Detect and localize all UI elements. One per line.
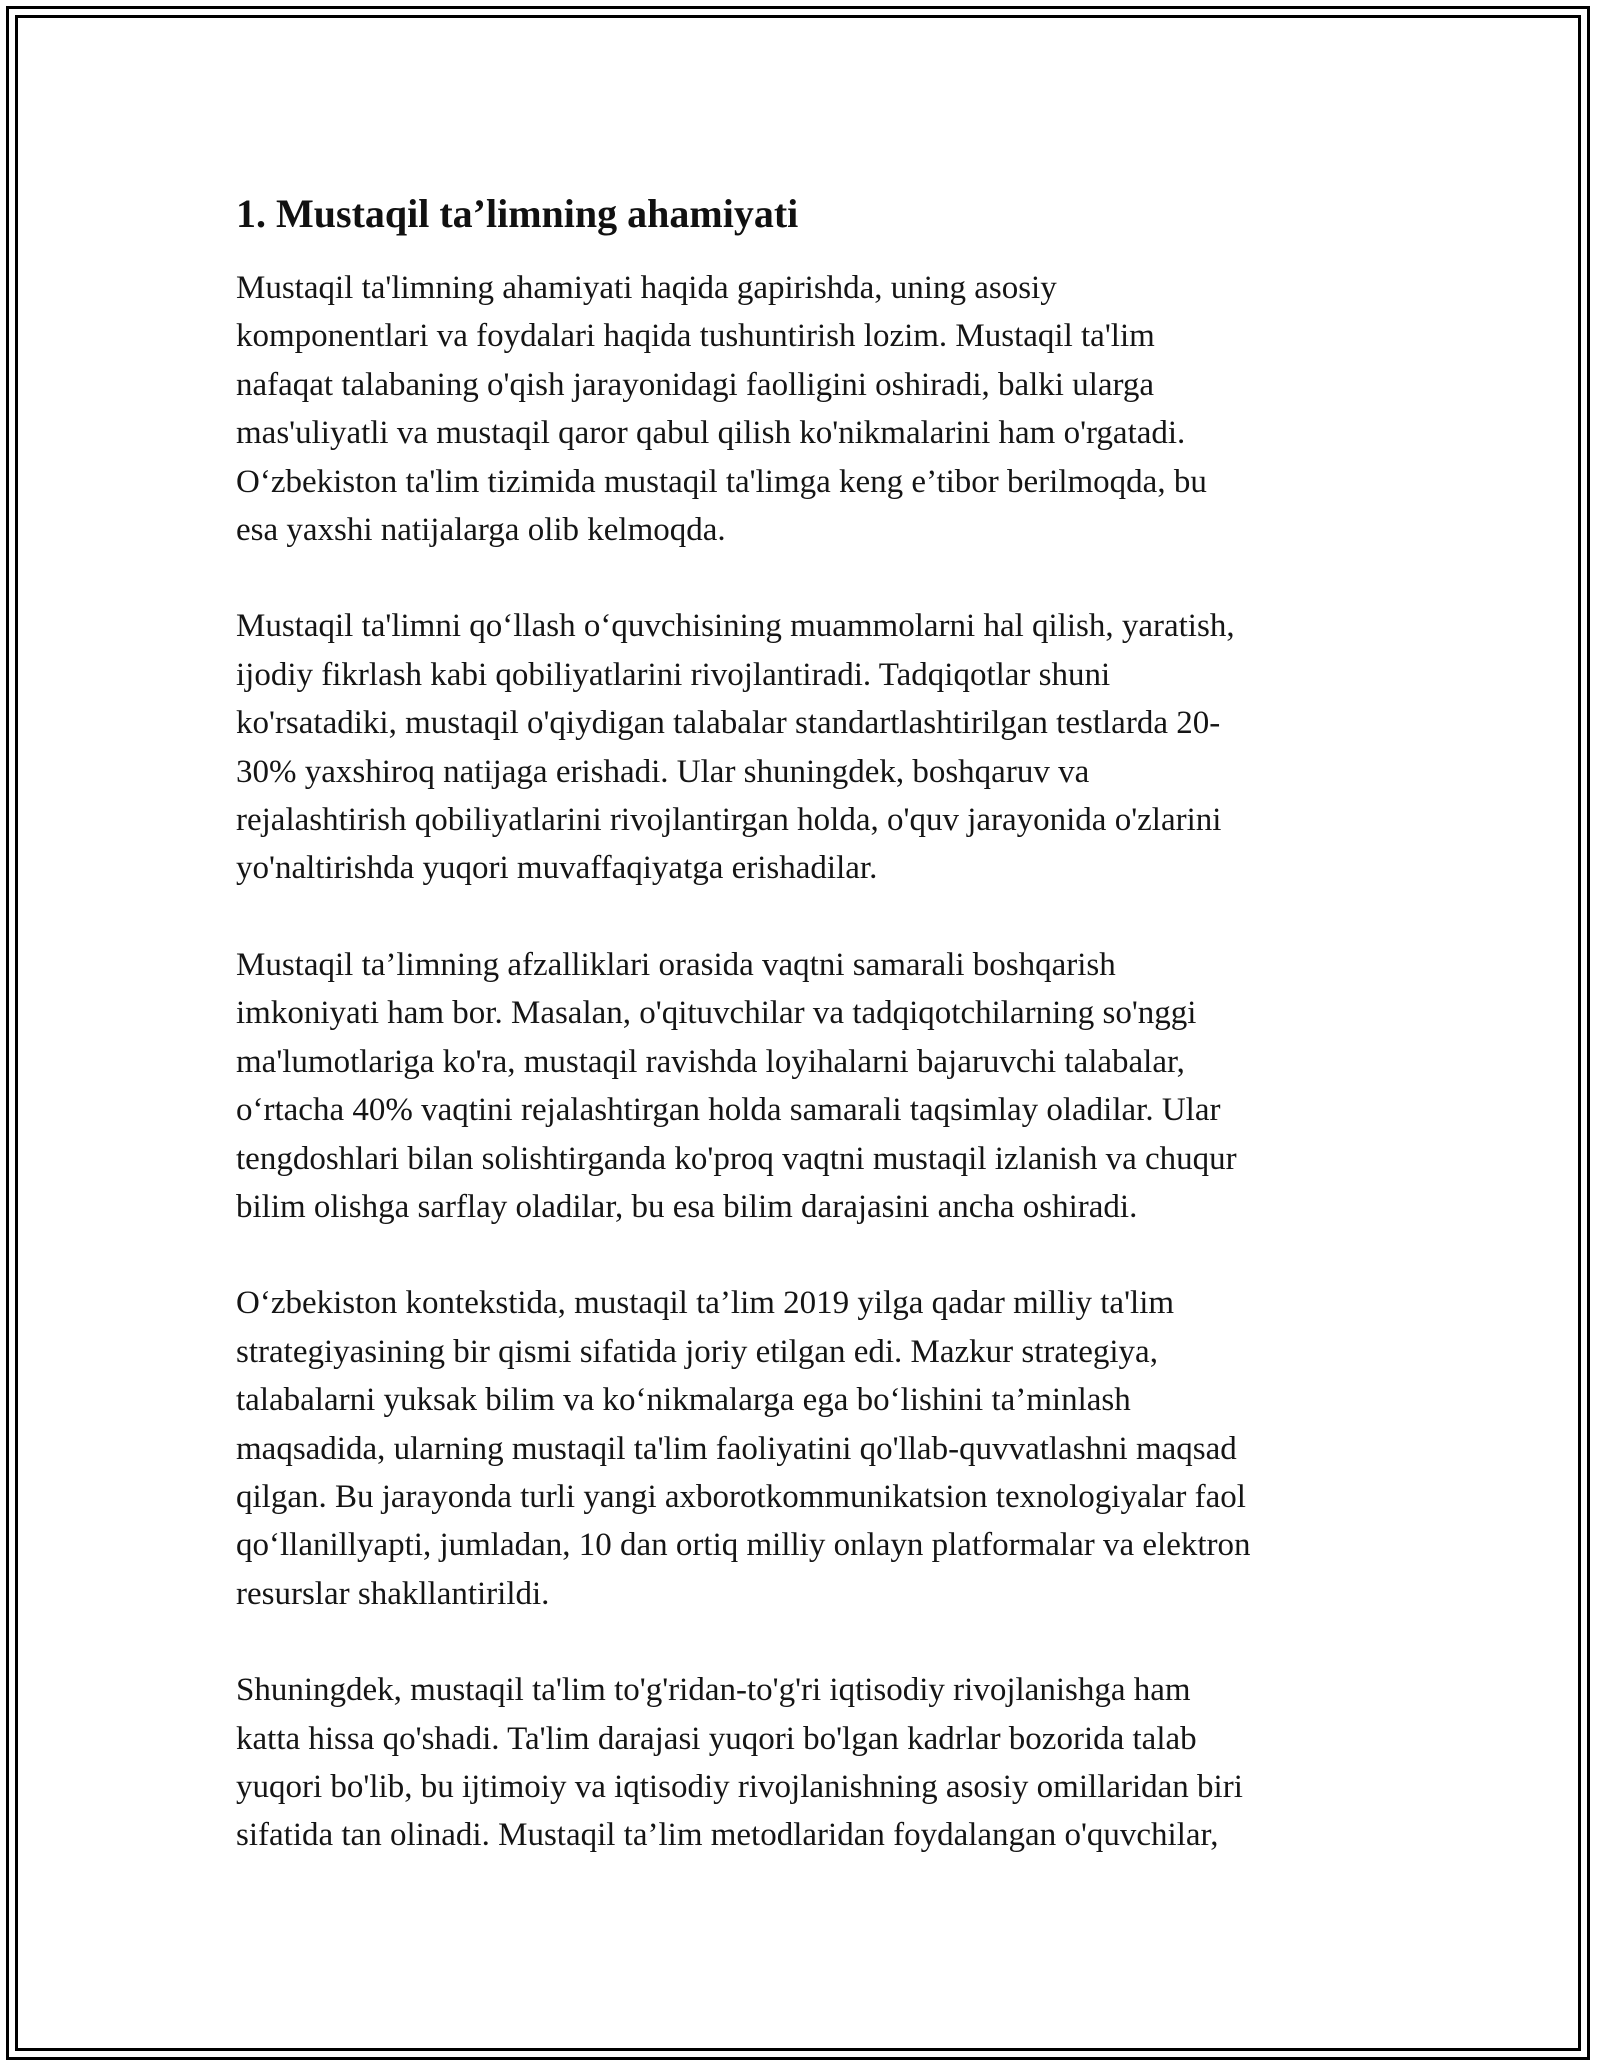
text-line: yo'naltirishda yuqori muvaffaqiyatga erishadilar.	[236, 850, 878, 887]
text-line: strategiyasining bir qismi sifatida joriy etilgan edi. Mazkur strategiya,	[236, 1333, 1158, 1370]
text-line: O‘zbekiston ta'lim tizimida mustaqil ta'limga keng e’tibor berilmoqda, bu	[236, 463, 1207, 500]
paragraph	[236, 602, 1366, 892]
text-line: o‘rtacha 40% vaqtini rejalashtirgan holda samarali taqsimlay oladilar. Ular	[236, 1092, 1221, 1129]
text-line: qilgan. Bu jarayonda turli yangi axborotkommunikatsion texnologiyalar faol	[236, 1478, 1246, 1515]
text-line: Mustaqil ta’limning afzalliklari orasida vaqtni samarali boshqarish	[236, 946, 1116, 983]
paragraph	[236, 941, 1366, 1231]
text-line: esa yaxshi natijalarga olib kelmoqda.	[236, 512, 726, 549]
text-line: nafaqat talabaning o'qish jarayonidagi faolligini oshiradi, balki ularga	[236, 366, 1155, 403]
text-line: talabalarni yuksak bilim va ko‘nikmalarga ega bo‘lishini ta’minlash	[236, 1382, 1131, 1419]
text-line: katta hissa qo'shadi. Ta'lim darajasi yuqori bo'lgan kadrlar bozorida talab	[236, 1720, 1197, 1757]
paragraph	[236, 1279, 1366, 1618]
text-line: maqsadida, ularning mustaqil ta'lim faoliyatini qo'llab-quvvatlashni maqsad	[236, 1430, 1237, 1467]
text-line: ijodiy fikrlash kabi qobiliyatlarini rivojlantiradi. Tadqiqotlar shuni	[236, 656, 1111, 693]
text-line: Mustaqil ta'limni qo‘llash o‘quvchisining muammolarni hal qilish, yaratish,	[236, 608, 1235, 645]
text-line: Mustaqil ta'limning ahamiyati haqida gapirishda, uning asosiy	[236, 270, 1057, 306]
text-line: tengdoshlari bilan solishtirganda ko'proq vaqtni mustaqil izlanish va chuqur	[236, 1140, 1237, 1177]
text-line: bilim olishga sarflay oladilar, bu esa bilim darajasini ancha oshiradi.	[236, 1188, 1138, 1225]
text-line: 30% yaxshiroq natijaga erishadi. Ular shuningdek, boshqaruv va	[236, 753, 1090, 790]
paragraph	[236, 264, 1366, 554]
text-line: imkoniyati ham bor. Masalan, o'qituvchilar va tadqiqotchilarning so'nggi	[236, 995, 1197, 1032]
section-heading: 1. Mustaqil ta’limning ahamiyati	[236, 191, 799, 236]
text-line: ma'lumotlariga ko'ra, mustaqil ravishda loyihalarni bajaruvchi talabalar,	[236, 1043, 1185, 1080]
text-line: resurslar shakllantirildi.	[236, 1575, 550, 1612]
text-line: mas'uliyatli va mustaqil qaror qabul qilish ko'nikmalarini ham o'rgatadi.	[236, 415, 1186, 452]
document-body	[236, 186, 1366, 1908]
text-line: O‘zbekiston kontekstida, mustaqil ta’lim 2019 yilga qadar milliy ta'lim	[236, 1285, 1175, 1322]
text-line: rejalashtirish qobiliyatlarini rivojlantirgan holda, o'quv jarayonida o'zlarini	[236, 802, 1222, 839]
text-line: Shuningdek, mustaqil ta'lim to'g'ridan-to'g'ri iqtisodiy rivojlanishga ham	[236, 1672, 1191, 1709]
text-line: sifatida tan olinadi. Mustaqil ta’lim metodlaridan foydalangan o'quvchilar,	[236, 1817, 1219, 1854]
text-line: ko'rsatadiki, mustaqil o'qiydigan talabalar standartlashtirilgan testlarda 20-	[236, 705, 1221, 742]
text-line: qo‘llanillyapti, jumladan, 10 dan ortiq milliy onlayn platformalar va elektron	[236, 1527, 1251, 1564]
paragraph	[236, 1666, 1366, 1860]
text-line: yuqori bo'lib, bu ijtimoiy va iqtisodiy rivojlanishning asosiy omillaridan biri	[236, 1768, 1243, 1805]
text-line: komponentlari va foydalari haqida tushuntirish lozim. Mustaqil ta'lim	[236, 318, 1155, 355]
